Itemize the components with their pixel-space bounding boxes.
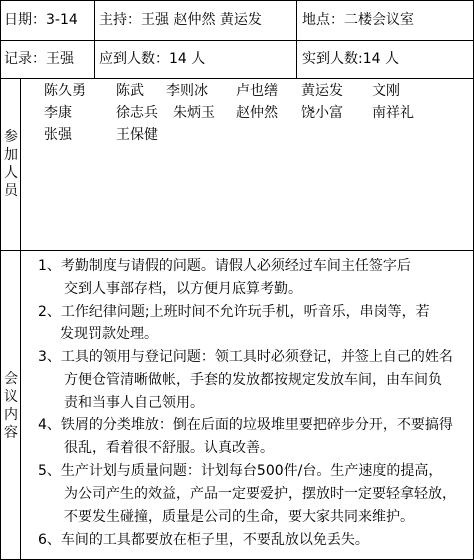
meeting-location: 地点：二楼会议室 (302, 12, 414, 28)
meeting-recorder: 记录：王强 (4, 51, 74, 67)
content-line: 发现罚款处理。 (60, 326, 158, 342)
content-line: 5、生产计划与质量问题：计划每台500件/台。生产速度的提高， (38, 463, 443, 479)
expected-attendance: 应到人数：14 人 (99, 51, 206, 67)
content-label-char: 内 (4, 407, 18, 423)
content-line: 4、铁屑的分类堆放：倒在后面的垃圾堆里要把碎步分开，不要搞得 (38, 417, 453, 433)
content-line: 为公司产生的效益，产品一定要爱护，摆放时一定要轻拿轻放， (64, 486, 456, 502)
header-col-divider-2 (296, 0, 297, 78)
content-line: 3、工具的领用与登记问题：领工具时必须登记，并签上自己的姓名 (38, 349, 453, 365)
content-label-char: 容 (4, 425, 18, 441)
participant-name: 陈久勇 (44, 83, 86, 99)
content-line: 方便仓管清晰做帐，手套的发放都按规定发放车间，由车间负 (64, 372, 442, 388)
row-divider-3 (0, 250, 474, 251)
participants-label-char: 人 (4, 165, 18, 181)
participants-label (3, 128, 19, 200)
content-line: 不要发生碰撞，质量是公司的生命，要大家共同来维护。 (64, 509, 414, 525)
content-line: 2、工作纪律问题;上班时间不允许玩手机，听音乐，串岗等，若 (38, 304, 430, 320)
participant-name: 朱炳玉 (173, 105, 215, 121)
participants-label-char: 参 (4, 129, 18, 145)
participant-name: 张强 (44, 127, 72, 143)
label-col-divider (20, 78, 21, 559)
content-label (3, 370, 19, 442)
participant-name: 南祥礼 (372, 105, 414, 121)
content-line: 交到人事部存档，以方便月底算考勤。 (64, 281, 302, 297)
participant-name: 卢也缮 (236, 83, 278, 99)
content-line: 很乱，看着很不舒服。认真改善。 (64, 440, 274, 456)
participant-name: 陈武 (116, 83, 144, 99)
participant-name: 文刚 (372, 83, 400, 99)
participant-name: 黄运发 (301, 83, 343, 99)
actual-attendance: 实到人数:14 人 (302, 51, 399, 67)
participants-label-char: 员 (4, 183, 18, 199)
participant-name: 饶小富 (301, 105, 343, 121)
meeting-date: 日期：3-14 (4, 12, 78, 28)
content-line: 6、车间的工具都要放在柜子里，不要乱放以免丢失。 (38, 532, 369, 548)
row-divider-2 (0, 78, 474, 79)
content-line: 责和当事人自己领用。 (64, 395, 204, 411)
header-col-divider-1 (94, 0, 95, 78)
participant-name: 李康 (44, 105, 72, 121)
participant-name: 赵仲然 (236, 105, 278, 121)
participant-name: 李则冰 (166, 83, 208, 99)
participants-label-char: 加 (4, 147, 18, 163)
content-line: 1、考勤制度与请假的问题。请假人必须经过车间主任签字后 (38, 258, 411, 274)
border-left (0, 0, 1, 560)
row-divider-1 (0, 40, 474, 41)
content-label-char: 议 (4, 389, 18, 405)
content-label-char: 会 (4, 371, 18, 387)
meeting-host: 主持：王强 赵仲然 黄运发 (99, 12, 262, 28)
participant-name: 徐志兵 (116, 105, 158, 121)
border-top (0, 0, 474, 1)
participant-name: 王保健 (116, 127, 158, 143)
